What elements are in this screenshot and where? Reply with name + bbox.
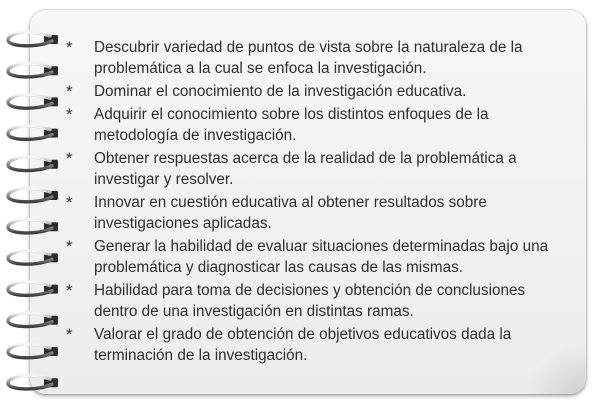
spiral-ring	[8, 251, 58, 264]
item-text: Obtener respuestas acerca de la realidad de la problemática a investigar y resolver.	[94, 149, 517, 188]
list-item	[66, 148, 566, 191]
spiral-binding	[0, 0, 70, 406]
bullet-asterisk: *	[66, 148, 73, 168]
list-item	[66, 104, 566, 147]
bullet-asterisk: *	[66, 280, 73, 300]
list-item	[66, 324, 566, 367]
item-text: Descubrir variedad de puntos de vista sobre la naturaleza de la problemática a la cual se enfoca la investigación.	[94, 39, 523, 78]
spiral-ring	[8, 188, 58, 201]
list-item	[66, 37, 566, 80]
spiral-ring	[8, 32, 58, 45]
objectives-list	[66, 37, 566, 368]
list-item	[66, 81, 566, 102]
spiral-ring	[8, 376, 58, 389]
item-text: Habilidad para toma de decisiones y obtención de conclusiones dentro de una investigación en distintas ramas.	[94, 281, 526, 320]
spiral-ring	[8, 220, 58, 233]
spiral-ring	[8, 126, 58, 139]
item-text: Innovar en cuestión educativa al obtener resultados sobre investigaciones aplicadas.	[94, 193, 487, 232]
spiral-ring	[8, 95, 58, 108]
bullet-asterisk: *	[66, 104, 73, 124]
spiral-ring	[8, 344, 58, 357]
list-item	[66, 192, 566, 235]
spiral-ring	[8, 313, 58, 326]
item-text: Adquirir el conocimiento sobre los distintos enfoques de la metodología de investigación.	[94, 105, 489, 144]
spiral-ring	[8, 157, 58, 170]
bullet-asterisk: *	[66, 236, 73, 256]
spiral-ring	[8, 64, 58, 77]
bullet-asterisk: *	[66, 82, 73, 101]
item-text: Valorar el grado de obtención de objetivos educativos dada la terminación de la investigación.	[94, 325, 512, 364]
bullet-asterisk: *	[66, 38, 73, 57]
list-item	[66, 280, 566, 323]
spiral-ring	[8, 282, 58, 295]
bullet-asterisk: *	[66, 324, 73, 344]
bullet-asterisk: *	[66, 192, 73, 212]
item-text: Dominar el conocimiento de la investigación educativa.	[94, 83, 467, 100]
item-text: Generar la habilidad de evaluar situaciones determinadas bajo una problemática y diagnosticar las causas de las mismas.	[94, 237, 549, 276]
list-item	[66, 236, 566, 279]
